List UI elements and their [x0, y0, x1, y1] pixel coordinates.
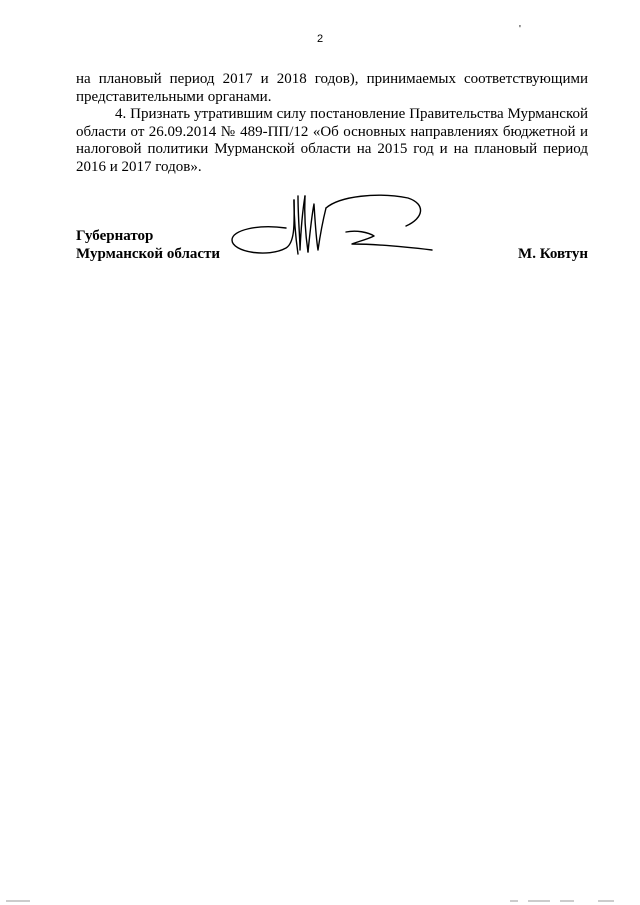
- corner-mark: ': [519, 24, 521, 35]
- signer-name: М. Ковтун: [518, 245, 588, 262]
- signatory-title: [76, 228, 220, 263]
- paragraph-continuation: на плановый период 2017 и 2018 годов), принимаемых соответствующими представительными органами.: [76, 71, 588, 105]
- signatory-title-line-2: Мурманской области: [76, 245, 221, 262]
- page-number: 2: [316, 33, 324, 45]
- scan-edge-marks: [0, 898, 640, 904]
- paragraph-item-4: 4. Признать утратившим силу постановление Правительства Мурманской области от 26.09.2014 № 489-ПП/12 «Об основных направлениях бюджетной и налоговой политики Мурманской области на 2015 год и на плановый период 2016 и 2017 годов».: [76, 106, 588, 175]
- signatory-title-line-1: Губернатор: [76, 228, 154, 244]
- handwritten-signature: [228, 188, 438, 268]
